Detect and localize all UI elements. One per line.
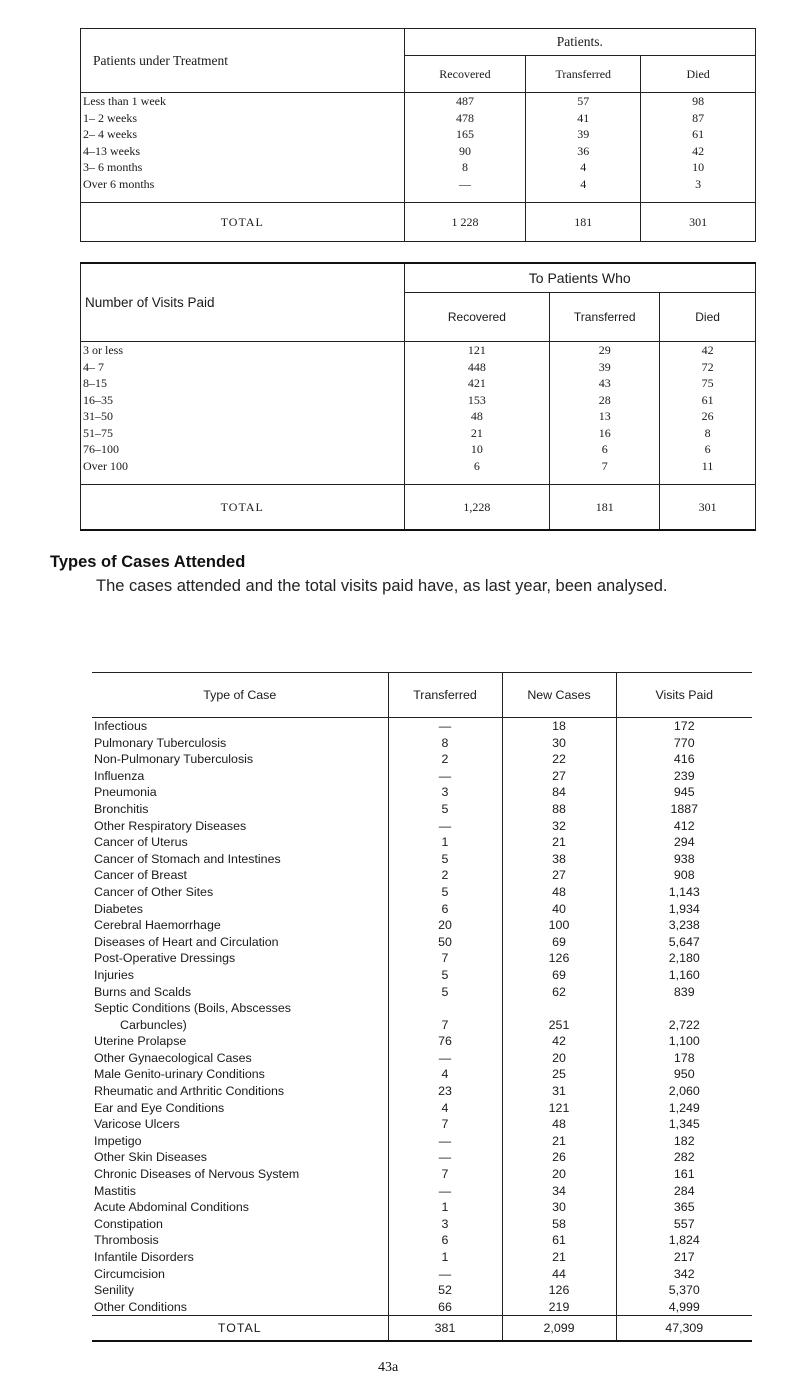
- row-value: 88: [502, 801, 616, 818]
- row-value: 182: [673, 1133, 695, 1148]
- row-value: 21: [502, 1249, 616, 1266]
- treatment-rows: [81, 93, 756, 193]
- row-value: 21: [502, 834, 616, 851]
- case-types-table: [92, 672, 752, 1342]
- row-value: 50: [388, 934, 502, 951]
- row-label: Less than 1 week: [81, 93, 405, 110]
- row-label: 3 or less: [81, 342, 405, 359]
- row-value: 3: [641, 176, 756, 193]
- table-row: [92, 784, 752, 801]
- row-value: 5: [388, 967, 502, 984]
- row-value: 3: [388, 1216, 502, 1233]
- table-row: [92, 1133, 752, 1150]
- row-label: Over 100: [81, 458, 405, 475]
- table-row: [92, 901, 752, 918]
- row-label: Cancer of Breast: [92, 867, 388, 884]
- row-value: 38: [502, 851, 616, 868]
- row-value: 1: [388, 1249, 502, 1266]
- row-value: 5: [388, 851, 502, 868]
- table-row: [81, 93, 756, 110]
- row-value: 69: [502, 934, 616, 951]
- row-value: [388, 1000, 502, 1017]
- row-value: 42: [660, 342, 756, 359]
- row-label: 1– 2 weeks: [81, 110, 405, 127]
- visits-total-row: [81, 485, 756, 531]
- row-value: 48: [404, 408, 550, 425]
- row-value: 43: [550, 375, 660, 392]
- row-value: 62: [502, 984, 616, 1001]
- table-row: [92, 1100, 752, 1117]
- row-value: 165: [404, 126, 526, 143]
- row-value: 2: [388, 867, 502, 884]
- row-value: 20: [502, 1166, 616, 1183]
- row-value: 5: [388, 801, 502, 818]
- row-value: 342: [673, 1266, 695, 1281]
- row-value: 18: [502, 718, 616, 735]
- table-row: [81, 392, 756, 409]
- row-label: Cancer of Stomach and Intestines: [92, 851, 388, 868]
- table-row: [81, 359, 756, 376]
- row-value: 21: [404, 425, 550, 442]
- row-label: Rheumatic and Arthritic Conditions: [92, 1083, 388, 1100]
- row-value: 5,370: [668, 1283, 700, 1298]
- row-value: 239: [673, 768, 695, 783]
- row-value: 22: [502, 751, 616, 768]
- row-label: 76–100: [81, 441, 405, 458]
- table-row: [81, 408, 756, 425]
- total-died: 301: [660, 485, 756, 531]
- row-label: 2– 4 weeks: [81, 126, 405, 143]
- row-value: 48: [502, 884, 616, 901]
- row-value: 87: [641, 110, 756, 127]
- row-value: 7: [388, 950, 502, 967]
- row-value: 839: [673, 984, 695, 999]
- total-label: TOTAL: [81, 203, 405, 242]
- row-value: 66: [388, 1299, 502, 1316]
- row-value: 416: [673, 752, 695, 767]
- row-label: Infantile Disorders: [92, 1249, 388, 1266]
- visits-paid-table: [80, 262, 756, 531]
- row-value: 13: [550, 408, 660, 425]
- row-label: Ear and Eye Conditions: [92, 1100, 388, 1117]
- page-number: 43a: [378, 1360, 399, 1375]
- row-value: 448: [404, 359, 550, 376]
- row-value: —: [388, 718, 502, 735]
- row-value: 5,647: [668, 934, 700, 949]
- group-header: Patients.: [404, 29, 755, 56]
- row-value: 34: [502, 1183, 616, 1200]
- row-value: —: [388, 768, 502, 785]
- total-visits-paid: 47,309: [665, 1321, 704, 1336]
- row-value: 4,999: [668, 1299, 700, 1314]
- row-value: 98: [641, 93, 756, 110]
- table-row: [92, 917, 752, 934]
- row-value: 219: [502, 1299, 616, 1316]
- row-label: 51–75: [81, 425, 405, 442]
- table-row: [92, 1050, 752, 1067]
- row-value: 1887: [670, 801, 699, 816]
- row-label: Carbuncles): [92, 1017, 388, 1034]
- row-value: —: [388, 1050, 502, 1067]
- table-row: [92, 934, 752, 951]
- row-label: Injuries: [92, 967, 388, 984]
- treatment-duration-table: [80, 28, 756, 242]
- table-row: [92, 1282, 752, 1299]
- row-value: 121: [404, 342, 550, 359]
- row-value: 4: [526, 159, 641, 176]
- row-value: 6: [388, 901, 502, 918]
- table-row: [92, 1299, 752, 1316]
- row-value: 42: [502, 1033, 616, 1050]
- row-label: Infectious: [92, 718, 388, 735]
- row-label: Senility: [92, 1282, 388, 1299]
- row-value: 487: [404, 93, 526, 110]
- row-label: Influenza: [92, 768, 388, 785]
- table-row: [92, 851, 752, 868]
- row-value: 20: [502, 1050, 616, 1067]
- row-value: 1,160: [668, 967, 700, 982]
- total-transferred: 381: [388, 1316, 502, 1342]
- row-value: 61: [660, 392, 756, 409]
- table-row: [92, 1017, 752, 1034]
- row-value: 2: [388, 751, 502, 768]
- table-row: [81, 110, 756, 127]
- row-value: 908: [673, 868, 695, 883]
- row-value: 20: [388, 917, 502, 934]
- row-value: 61: [502, 1232, 616, 1249]
- row-value: —: [388, 1266, 502, 1283]
- row-value: 42: [641, 143, 756, 160]
- row-value: 2,722: [668, 1017, 700, 1032]
- row-value: 90: [404, 143, 526, 160]
- row-label: Varicose Ulcers: [92, 1116, 388, 1133]
- total-label: TOTAL: [92, 1316, 388, 1342]
- col-header-recovered: Recovered: [404, 293, 550, 342]
- table-row: [92, 818, 752, 835]
- row-value: 69: [502, 967, 616, 984]
- table-row: [92, 1199, 752, 1216]
- row-value: 126: [502, 950, 616, 967]
- row-value: 39: [526, 126, 641, 143]
- row-value: 36: [526, 143, 641, 160]
- row-value: 1,824: [668, 1233, 700, 1248]
- table-row: [92, 1149, 752, 1166]
- row-label: Over 6 months: [81, 176, 405, 193]
- row-label: Bronchitis: [92, 801, 388, 818]
- row-value: 1,249: [668, 1100, 700, 1115]
- row-value: 1,100: [668, 1034, 700, 1049]
- table-row: [92, 1033, 752, 1050]
- row-value: 178: [673, 1050, 695, 1065]
- row-value: 6: [550, 441, 660, 458]
- row-value: 5: [388, 884, 502, 901]
- row-value: 26: [502, 1149, 616, 1166]
- col-header-transferred: Transferred: [526, 56, 641, 93]
- row-value: 412: [673, 818, 695, 833]
- row-label: Acute Abdominal Conditions: [92, 1199, 388, 1216]
- total-new-cases: 2,099: [502, 1316, 616, 1342]
- table-row: [92, 751, 752, 768]
- row-value: 161: [673, 1167, 695, 1182]
- table-row: [92, 834, 752, 851]
- table-row: [92, 1216, 752, 1233]
- table-row: [81, 375, 756, 392]
- row-value: 5: [388, 984, 502, 1001]
- cases-total-row: [92, 1316, 752, 1342]
- row-value: 11: [660, 458, 756, 475]
- total-recovered: 1 228: [404, 203, 526, 242]
- table-row: [81, 143, 756, 160]
- row-label: 4– 7: [81, 359, 405, 376]
- row-value: 217: [673, 1250, 695, 1264]
- row-label: Burns and Scalds: [92, 984, 388, 1001]
- row-value: 6: [404, 458, 550, 475]
- row-value: 30: [502, 1199, 616, 1216]
- row-label: Other Respiratory Diseases: [92, 818, 388, 835]
- row-value: 16: [550, 425, 660, 442]
- row-value: 3: [388, 784, 502, 801]
- row-label: Mastitis: [92, 1183, 388, 1200]
- row-value: 100: [502, 917, 616, 934]
- row-label: Other Gynaecological Cases: [92, 1050, 388, 1067]
- row-value: 294: [673, 835, 695, 850]
- table-row: [92, 967, 752, 984]
- row-value: 25: [502, 1066, 616, 1083]
- section-paragraph: [50, 576, 770, 596]
- row-value: 365: [673, 1200, 695, 1215]
- row-value: 41: [526, 110, 641, 127]
- row-label: Impetigo: [92, 1133, 388, 1150]
- row-value: 1: [388, 834, 502, 851]
- row-value: 52: [388, 1282, 502, 1299]
- table-row: [92, 984, 752, 1001]
- row-value: 770: [673, 735, 695, 750]
- row-value: 8: [388, 735, 502, 752]
- row-value: 284: [673, 1183, 695, 1198]
- row-label-header: Number of Visits Paid: [81, 263, 405, 342]
- row-label: Chronic Diseases of Nervous System: [92, 1166, 388, 1183]
- row-value: —: [388, 1183, 502, 1200]
- group-header: To Patients Who: [404, 263, 755, 293]
- treatment-total-row: [81, 203, 756, 242]
- table-row: [92, 768, 752, 785]
- col-header-type: Type of Case: [92, 673, 388, 718]
- total-died: 301: [641, 203, 756, 242]
- table-row: [81, 126, 756, 143]
- row-value: 31: [502, 1083, 616, 1100]
- row-label: 3– 6 months: [81, 159, 405, 176]
- row-value: 172: [673, 719, 695, 733]
- row-value: 478: [404, 110, 526, 127]
- table-row: [92, 884, 752, 901]
- row-value: 84: [502, 784, 616, 801]
- row-label: Pulmonary Tuberculosis: [92, 735, 388, 752]
- row-value: 121: [502, 1100, 616, 1117]
- col-header-died: Died: [660, 293, 756, 342]
- total-transferred: 181: [550, 485, 660, 531]
- row-value: 4: [388, 1100, 502, 1117]
- row-value: 7: [388, 1017, 502, 1034]
- case-rows: [92, 718, 752, 1316]
- row-value: 8: [404, 159, 526, 176]
- table-row: [81, 159, 756, 176]
- row-value: 44: [502, 1266, 616, 1283]
- table-row: [92, 1266, 752, 1283]
- row-value: 1,345: [668, 1117, 700, 1132]
- table-row: [81, 176, 756, 193]
- row-label: 16–35: [81, 392, 405, 409]
- table-row: [92, 1116, 752, 1133]
- row-value: 8: [660, 425, 756, 442]
- table-row: [92, 1249, 752, 1266]
- row-value: 57: [526, 93, 641, 110]
- row-label: Non-Pulmonary Tuberculosis: [92, 751, 388, 768]
- row-value: 10: [641, 159, 756, 176]
- row-value: 27: [502, 768, 616, 785]
- row-label: Male Genito-urinary Conditions: [92, 1066, 388, 1083]
- row-value: 29: [550, 342, 660, 359]
- row-label: Cancer of Uterus: [92, 834, 388, 851]
- row-value: 557: [673, 1216, 695, 1231]
- row-value: 421: [404, 375, 550, 392]
- row-label-header: Patients under Treatment: [81, 29, 405, 93]
- table-row: [92, 1183, 752, 1200]
- row-value: [616, 1000, 752, 1017]
- row-label: Diseases of Heart and Circulation: [92, 934, 388, 951]
- row-label: Circumcision: [92, 1266, 388, 1283]
- row-value: 2,060: [668, 1084, 700, 1099]
- row-label: Septic Conditions (Boils, Abscesses: [92, 1000, 388, 1017]
- table-row: [92, 1000, 752, 1017]
- table-row: [81, 425, 756, 442]
- row-value: 3,238: [668, 918, 700, 933]
- row-value: 32: [502, 818, 616, 835]
- row-label: 31–50: [81, 408, 405, 425]
- table-row: [92, 1232, 752, 1249]
- row-value: 251: [502, 1017, 616, 1034]
- row-label: Cerebral Haemorrhage: [92, 917, 388, 934]
- table-row: [81, 458, 756, 475]
- table-row: [92, 950, 752, 967]
- table-row: [81, 342, 756, 359]
- row-value: 27: [502, 867, 616, 884]
- visits-rows: [81, 342, 756, 475]
- row-value: 6: [660, 441, 756, 458]
- row-value: 75: [660, 375, 756, 392]
- row-value: 23: [388, 1083, 502, 1100]
- row-value: 39: [550, 359, 660, 376]
- row-value: 76: [388, 1033, 502, 1050]
- row-value: 72: [660, 359, 756, 376]
- col-header-transferred: Transferred: [550, 293, 660, 342]
- total-transferred: 181: [526, 203, 641, 242]
- row-label: Other Conditions: [92, 1299, 388, 1316]
- row-value: 2,180: [668, 951, 700, 966]
- row-label: 8–15: [81, 375, 405, 392]
- row-value: —: [388, 1133, 502, 1150]
- row-label: Uterine Prolapse: [92, 1033, 388, 1050]
- table-row: [92, 1166, 752, 1183]
- row-value: 6: [388, 1232, 502, 1249]
- table-row: [92, 1066, 752, 1083]
- col-header-transferred: Transferred: [388, 673, 502, 718]
- row-label: Other Skin Diseases: [92, 1149, 388, 1166]
- row-label: Cancer of Other Sites: [92, 884, 388, 901]
- row-label: Post-Operative Dressings: [92, 950, 388, 967]
- row-value: [502, 1000, 616, 1017]
- table-row: [92, 718, 752, 735]
- row-label: 4–13 weeks: [81, 143, 405, 160]
- col-header-new-cases: New Cases: [502, 673, 616, 718]
- table-row: [81, 441, 756, 458]
- section-heading: Types of Cases Attended: [50, 553, 246, 571]
- row-value: 30: [502, 735, 616, 752]
- col-header-visits-paid: Visits Paid: [655, 688, 714, 702]
- total-label: TOTAL: [81, 485, 405, 531]
- col-header-died: Died: [641, 56, 756, 93]
- row-value: 4: [526, 176, 641, 193]
- row-value: 7: [550, 458, 660, 475]
- row-value: 10: [404, 441, 550, 458]
- row-value: 7: [388, 1116, 502, 1133]
- row-value: 945: [673, 785, 695, 800]
- row-label: Diabetes: [92, 901, 388, 918]
- row-value: 126: [502, 1282, 616, 1299]
- row-value: 7: [388, 1166, 502, 1183]
- row-value: 1: [388, 1199, 502, 1216]
- table-row: [92, 1083, 752, 1100]
- row-value: 28: [550, 392, 660, 409]
- row-value: 282: [673, 1150, 695, 1165]
- row-value: 1,934: [668, 901, 700, 916]
- row-value: 950: [673, 1067, 695, 1082]
- row-value: 48: [502, 1116, 616, 1133]
- table-row: [92, 735, 752, 752]
- total-recovered: 1,228: [404, 485, 550, 531]
- row-label: Pneumonia: [92, 784, 388, 801]
- row-value: 4: [388, 1066, 502, 1083]
- row-label: Thrombosis: [92, 1232, 388, 1249]
- col-header-recovered: Recovered: [404, 56, 526, 93]
- table-row: [92, 867, 752, 884]
- table-row: [92, 801, 752, 818]
- row-value: 26: [660, 408, 756, 425]
- row-value: 61: [641, 126, 756, 143]
- row-value: —: [388, 1149, 502, 1166]
- row-value: 21: [502, 1133, 616, 1150]
- row-value: 58: [502, 1216, 616, 1233]
- row-value: —: [404, 176, 526, 193]
- row-value: 40: [502, 901, 616, 918]
- row-value: 938: [673, 851, 695, 866]
- paragraph-text: The cases attended and the total visits paid have, as last year, been analysed.: [96, 577, 668, 595]
- row-value: 1,143: [668, 884, 700, 899]
- row-label: Constipation: [92, 1216, 388, 1233]
- row-value: 153: [404, 392, 550, 409]
- row-value: —: [388, 818, 502, 835]
